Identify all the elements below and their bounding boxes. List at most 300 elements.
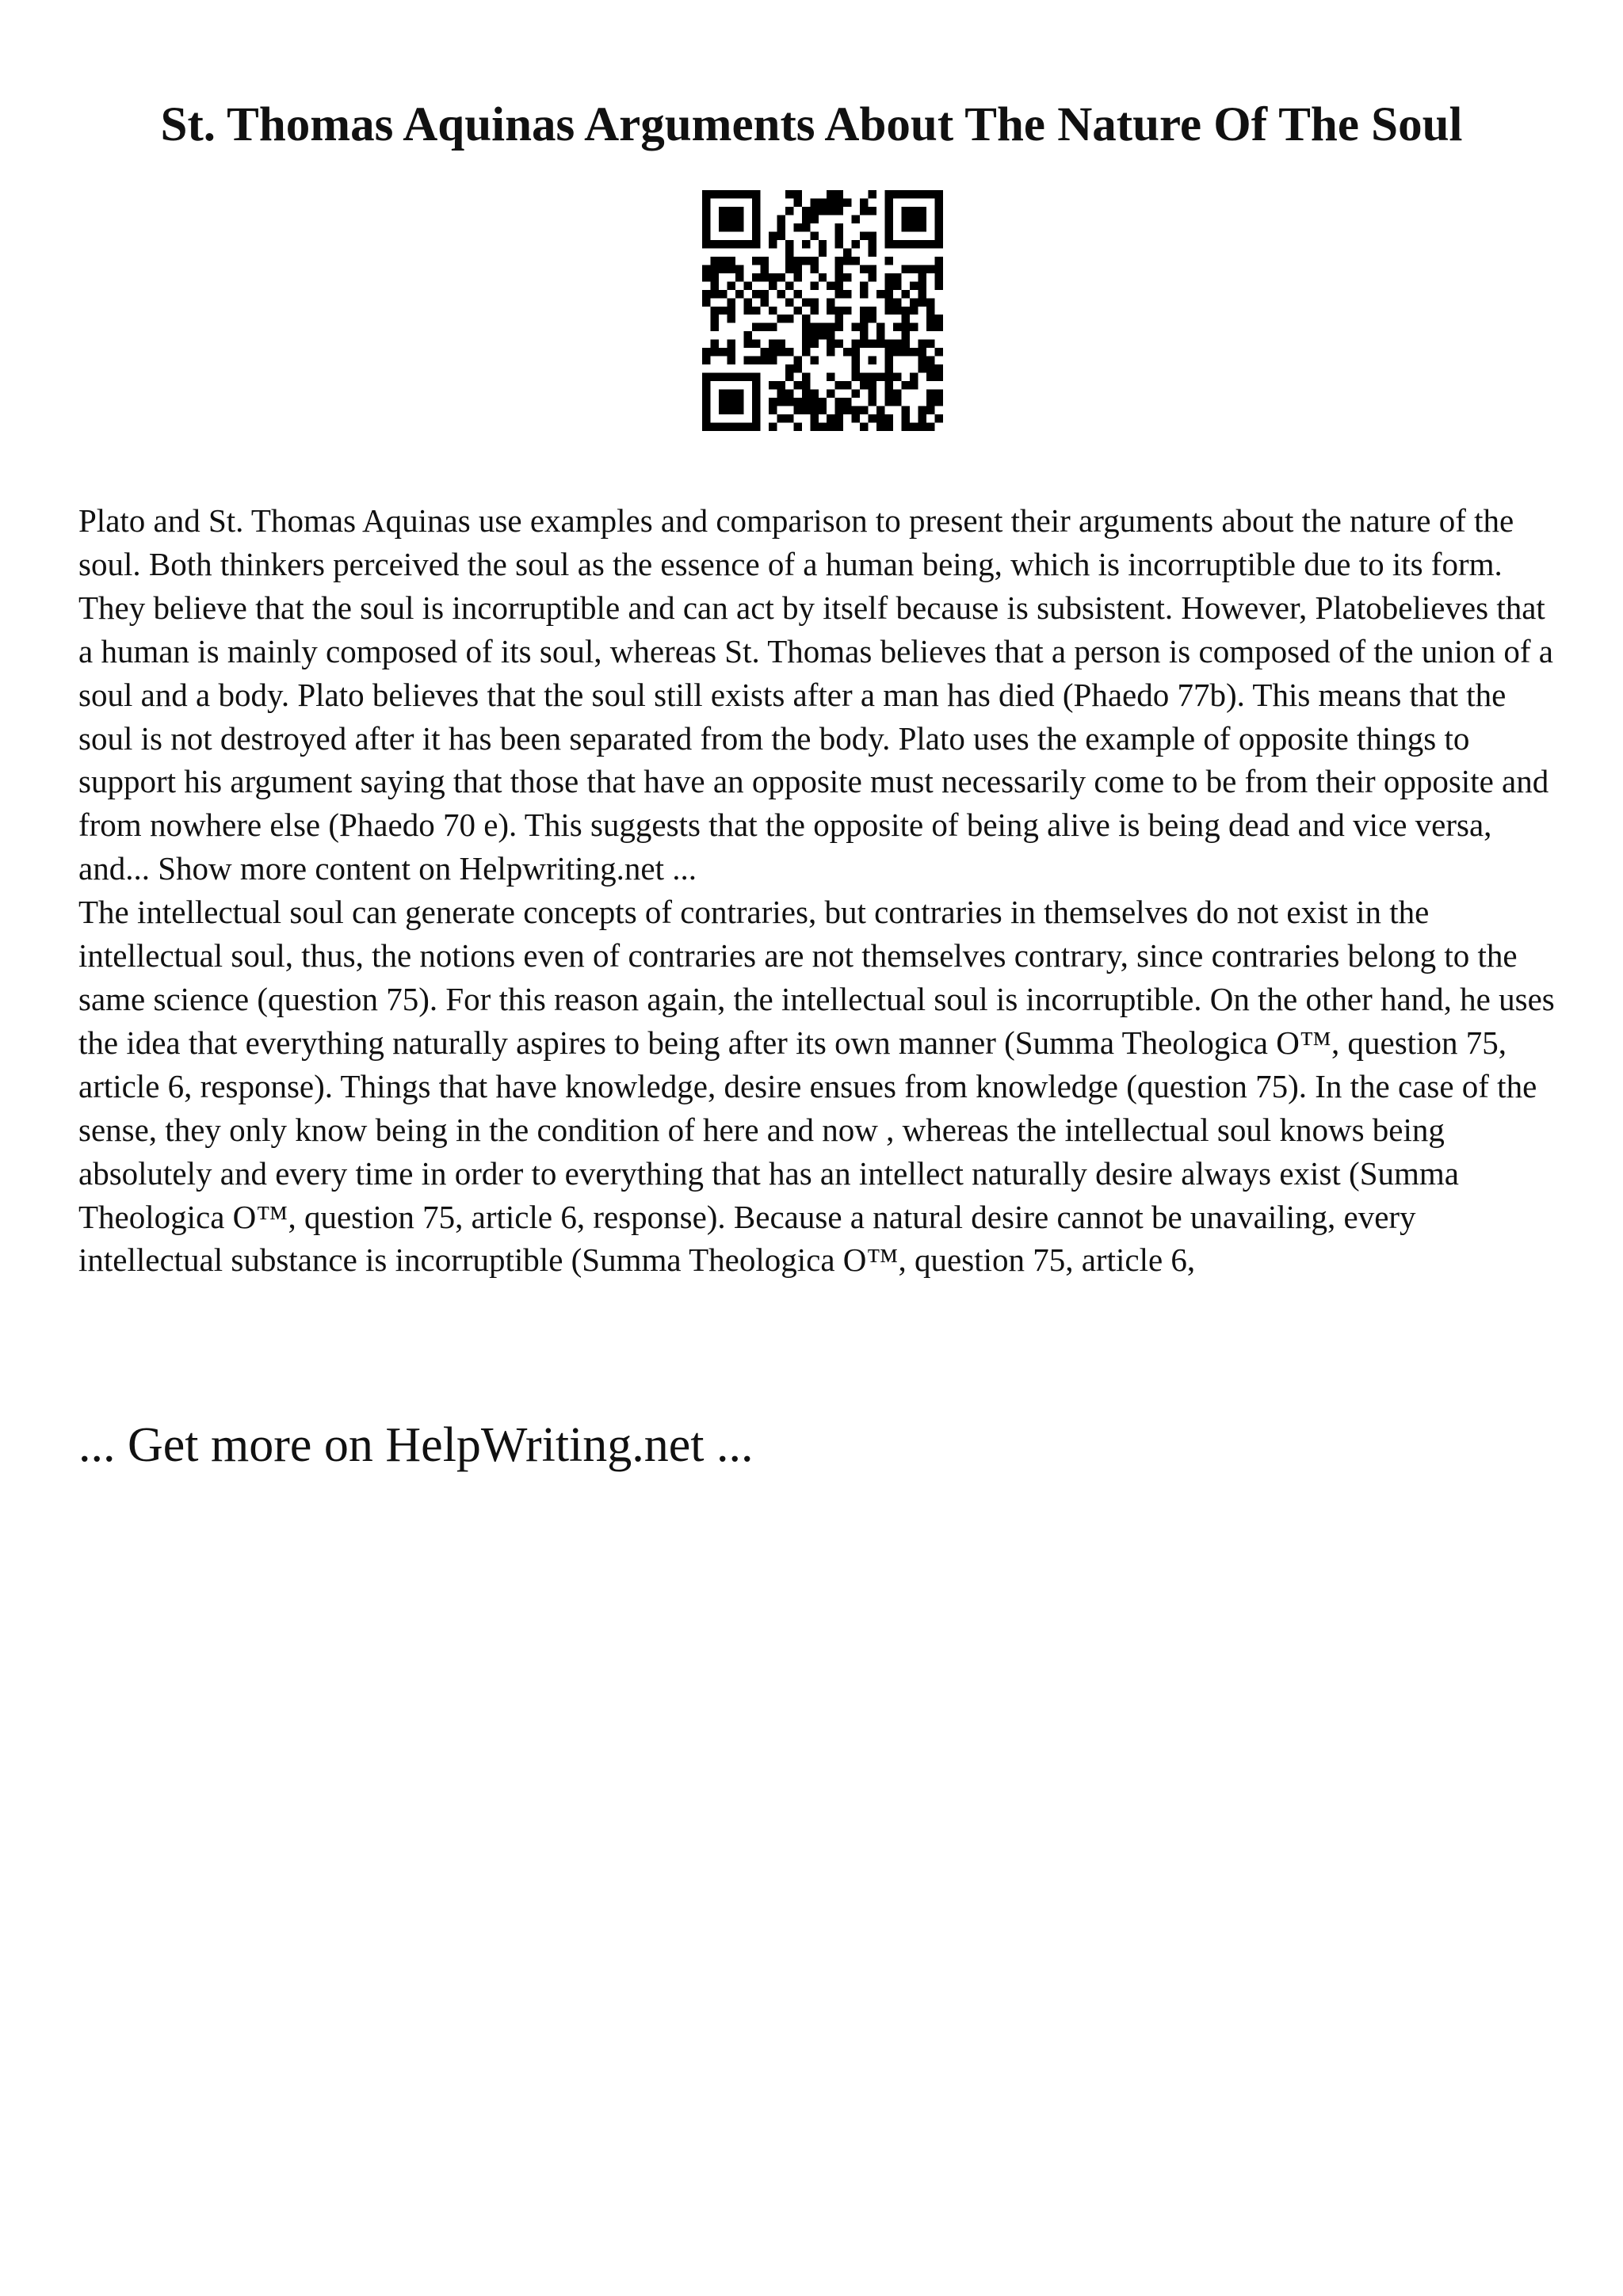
qr-module (926, 307, 934, 315)
qr-module (735, 406, 743, 414)
qr-module (910, 281, 918, 289)
qr-module (926, 315, 934, 322)
qr-module (802, 331, 810, 339)
qr-module (769, 273, 777, 281)
qr-module (869, 315, 876, 322)
qr-module (860, 323, 868, 331)
qr-module (935, 215, 943, 223)
qr-module (843, 406, 851, 414)
qr-module (702, 207, 710, 215)
qr-module (752, 223, 760, 231)
qr-module (785, 281, 793, 289)
qr-module (860, 340, 868, 348)
qr-module (769, 406, 777, 414)
qr-module (710, 265, 718, 273)
qr-module (727, 406, 735, 414)
qr-module (843, 348, 851, 356)
qr-module (935, 281, 943, 289)
qr-module (835, 231, 843, 239)
qr-module (802, 257, 810, 265)
qr-module (719, 215, 727, 223)
qr-module (835, 240, 843, 248)
qr-module (702, 398, 710, 406)
qr-module (710, 315, 718, 322)
qr-module (735, 215, 743, 223)
qr-module (769, 423, 777, 431)
qr-module (852, 390, 860, 398)
qr-module (727, 257, 735, 265)
qr-module (926, 357, 934, 364)
qr-module (727, 423, 735, 431)
qr-module (785, 248, 793, 256)
qr-module (702, 198, 710, 206)
qr-module (710, 290, 718, 298)
qr-module (777, 340, 785, 348)
qr-module (702, 381, 710, 389)
qr-module (926, 323, 934, 331)
qr-module (893, 273, 901, 281)
qr-module (743, 298, 751, 306)
qr-module (869, 248, 876, 256)
qr-module (827, 423, 834, 431)
qr-module (918, 423, 926, 431)
qr-module (893, 298, 901, 306)
qr-module (843, 381, 851, 389)
qr-module (835, 423, 843, 431)
qr-module (885, 373, 893, 381)
qr-module (876, 373, 884, 381)
qr-module (819, 323, 827, 331)
qr-module (926, 190, 934, 198)
qr-module (727, 340, 735, 348)
qr-module (902, 240, 910, 248)
qr-module (810, 331, 818, 339)
qr-module (769, 381, 777, 389)
qr-module (918, 240, 926, 248)
qr-module (893, 190, 901, 198)
qr-module (727, 215, 735, 223)
qr-module (827, 348, 834, 356)
qr-module (935, 240, 943, 248)
qr-module (793, 257, 801, 265)
qr-module (777, 348, 785, 356)
qr-module (810, 215, 818, 223)
qr-module (902, 215, 910, 223)
qr-module (819, 273, 827, 281)
qr-module (810, 207, 818, 215)
qr-module (827, 331, 834, 339)
qr-module (918, 265, 926, 273)
qr-module (752, 290, 760, 298)
qr-module (793, 381, 801, 389)
qr-module (735, 290, 743, 298)
qr-module (743, 331, 751, 339)
qr-module (727, 190, 735, 198)
qr-module (752, 198, 760, 206)
qr-module (810, 323, 818, 331)
qr-module (819, 248, 827, 256)
qr-module (719, 190, 727, 198)
qr-module (752, 423, 760, 431)
qr-module (769, 323, 777, 331)
qr-module (719, 398, 727, 406)
qr-module (735, 423, 743, 431)
qr-module (869, 414, 876, 422)
qr-module (910, 307, 918, 315)
qr-module (860, 307, 868, 315)
qr-module (918, 281, 926, 289)
qr-module (935, 414, 943, 422)
qr-module (719, 265, 727, 273)
qr-module (885, 381, 893, 389)
qr-module (893, 323, 901, 331)
qr-module (935, 231, 943, 239)
qr-module (810, 281, 818, 289)
qr-module (885, 281, 893, 289)
qr-module (860, 281, 868, 289)
qr-module (702, 348, 710, 356)
qr-module (777, 215, 785, 223)
qr-module (910, 348, 918, 356)
qr-module (910, 373, 918, 381)
qr-module (769, 240, 777, 248)
qr-module (893, 398, 901, 406)
qr-module (885, 198, 893, 206)
qr-module (910, 207, 918, 215)
qr-module (760, 290, 768, 298)
qr-module (827, 340, 834, 348)
qr-module (802, 373, 810, 381)
qr-module (727, 207, 735, 215)
qr-module (918, 414, 926, 422)
qr-module (702, 265, 710, 273)
qr-module (752, 398, 760, 406)
qr-module (827, 281, 834, 289)
qr-module (869, 390, 876, 398)
qr-module (835, 406, 843, 414)
qr-module (785, 298, 793, 306)
qr-module (852, 215, 860, 223)
qr-module (777, 273, 785, 281)
qr-module (910, 215, 918, 223)
qr-module (727, 265, 735, 273)
qr-module (935, 323, 943, 331)
qr-module (918, 223, 926, 231)
qr-module (810, 357, 818, 364)
qr-module (885, 357, 893, 364)
qr-module (760, 265, 768, 273)
qr-module (727, 398, 735, 406)
qr-module (935, 257, 943, 265)
qr-module (752, 215, 760, 223)
qr-module (885, 348, 893, 356)
qr-module (810, 390, 818, 398)
qr-module (760, 348, 768, 356)
qr-code-icon[interactable] (702, 190, 943, 431)
qr-module (835, 323, 843, 331)
qr-module (760, 323, 768, 331)
qr-module (835, 290, 843, 298)
qr-module (902, 315, 910, 322)
qr-module (918, 406, 926, 414)
qr-module (793, 190, 801, 198)
qr-module (902, 265, 910, 273)
qr-module (926, 406, 934, 414)
qr-module (777, 290, 785, 298)
qr-module (793, 364, 801, 372)
qr-module (802, 340, 810, 348)
qr-module (735, 398, 743, 406)
qr-module (743, 373, 751, 381)
qr-module (785, 364, 793, 372)
qr-module (743, 190, 751, 198)
qr-module (935, 207, 943, 215)
qr-module (727, 390, 735, 398)
qr-module (893, 348, 901, 356)
qr-module (785, 373, 793, 381)
qr-module (935, 223, 943, 231)
qr-module (752, 231, 760, 239)
qr-module (810, 423, 818, 431)
article-body (78, 499, 1560, 1282)
qr-module (860, 290, 868, 298)
qr-module (819, 331, 827, 339)
qr-module (702, 423, 710, 431)
qr-module (902, 307, 910, 315)
qr-module (835, 257, 843, 265)
qr-module (902, 207, 910, 215)
qr-module (876, 406, 884, 414)
qr-module (719, 406, 727, 414)
qr-module (893, 390, 901, 398)
qr-module (810, 340, 818, 348)
qr-module (752, 273, 760, 281)
qr-module (819, 406, 827, 414)
qr-module (777, 223, 785, 231)
qr-module (743, 307, 751, 315)
qr-module (810, 298, 818, 306)
qr-module (918, 290, 926, 298)
qr-module (935, 398, 943, 406)
qr-module (752, 381, 760, 389)
qr-module (810, 231, 818, 239)
qr-module (893, 340, 901, 348)
qr-module (735, 390, 743, 398)
qr-module (719, 290, 727, 298)
qr-module (752, 190, 760, 198)
qr-module (885, 223, 893, 231)
qr-module (843, 307, 851, 315)
qr-module (719, 240, 727, 248)
qr-module (918, 357, 926, 364)
qr-module (702, 290, 710, 298)
qr-module (793, 307, 801, 315)
qr-module (876, 290, 884, 298)
qr-module (876, 423, 884, 431)
qr-module (893, 373, 901, 381)
qr-module (852, 240, 860, 248)
qr-module (793, 423, 801, 431)
qr-module (835, 198, 843, 206)
qr-module (785, 240, 793, 248)
qr-module (735, 273, 743, 281)
qr-module (719, 223, 727, 231)
qr-module (702, 190, 710, 198)
qr-module (835, 414, 843, 422)
qr-module (810, 307, 818, 315)
qr-module (727, 357, 735, 364)
qr-module (918, 190, 926, 198)
qr-module (819, 240, 827, 248)
qr-module (918, 273, 926, 281)
qr-module (843, 248, 851, 256)
qr-module (885, 190, 893, 198)
qr-module (869, 307, 876, 315)
qr-module (802, 315, 810, 322)
qr-module (902, 323, 910, 331)
qr-module (885, 207, 893, 215)
qr-module (926, 364, 934, 372)
qr-module (910, 423, 918, 431)
qr-module (835, 340, 843, 348)
qr-module (935, 273, 943, 281)
qr-module (785, 207, 793, 215)
qr-module (760, 273, 768, 281)
qr-module (827, 198, 834, 206)
qr-module (827, 373, 834, 381)
qr-module (793, 398, 801, 406)
qr-module (835, 273, 843, 281)
qr-module (893, 281, 901, 289)
qr-module (902, 381, 910, 389)
qr-module (926, 390, 934, 398)
qr-module (885, 390, 893, 398)
qr-module (810, 257, 818, 265)
qr-module (793, 198, 801, 206)
qr-module (876, 331, 884, 339)
qr-module (702, 390, 710, 398)
qr-module (793, 223, 801, 231)
qr-module (802, 348, 810, 356)
qr-module (710, 423, 718, 431)
qr-module (727, 240, 735, 248)
qr-module (910, 240, 918, 248)
qr-module (810, 406, 818, 414)
qr-module (827, 207, 834, 215)
qr-module (860, 207, 868, 215)
qr-module (702, 357, 710, 364)
qr-module (719, 390, 727, 398)
qr-module (769, 357, 777, 364)
qr-module (876, 340, 884, 348)
qr-module (902, 223, 910, 231)
qr-module (802, 381, 810, 389)
qr-module (926, 398, 934, 406)
qr-module (802, 390, 810, 398)
qr-module (702, 373, 710, 381)
qr-module (893, 240, 901, 248)
qr-module (926, 423, 934, 431)
qr-module (727, 307, 735, 315)
qr-module (743, 340, 751, 348)
qr-module (785, 398, 793, 406)
qr-module (735, 240, 743, 248)
qr-module (852, 364, 860, 372)
qr-module (893, 307, 901, 315)
qr-module (752, 414, 760, 422)
qr-module (935, 348, 943, 356)
qr-module (743, 240, 751, 248)
qr-module (785, 414, 793, 422)
qr-module (885, 414, 893, 422)
qr-module (827, 414, 834, 422)
qr-module (810, 265, 818, 273)
qr-module (785, 257, 793, 265)
get-more-link[interactable]: ... Get more on HelpWriting.net ... (78, 1418, 754, 1472)
qr-module (852, 257, 860, 265)
qr-module (769, 348, 777, 356)
qr-module (926, 298, 934, 306)
qr-module (869, 190, 876, 198)
qr-module (793, 290, 801, 298)
qr-module (852, 348, 860, 356)
qr-module (752, 257, 760, 265)
qr-module (819, 198, 827, 206)
paragraph-2: The intellectual soul can generate concepts of contraries, but contraries in themselves do not exist in the intellectual soul, thus, the notions even of contraries are not themselves contrary, since contraries belong to the same science (question 75). For this reason again, the intellectual soul is incorruptible. On the other hand, he uses the idea that everything naturally aspires to being after its own manner (Summa Theologica O™, question 75, article 6, response). Things that have knowledge, desire ensues from knowledge (question 75). In the case of the sense, they only know being in the condition of here and now , whereas the intellectual soul knows being absolutely and every time in order to everything that has an intellect naturally desire always exist (Summa Theologica O™, question 75, article 6, response). Because a natural desire cannot be unavailing, every intellectual substance is incorruptible (Summa Theologica O™, question 75, article 6, (78, 894, 1555, 1279)
qr-module (819, 423, 827, 431)
qr-module (827, 390, 834, 398)
qr-module (926, 265, 934, 273)
qr-module (918, 298, 926, 306)
qr-module (752, 207, 760, 215)
qr-module (710, 273, 718, 281)
qr-module (735, 373, 743, 381)
qr-module (902, 290, 910, 298)
qr-module (752, 373, 760, 381)
qr-module (735, 265, 743, 273)
qr-code-graphic (702, 190, 943, 431)
qr-module (869, 231, 876, 239)
qr-module (719, 307, 727, 315)
qr-module (777, 381, 785, 389)
qr-module (735, 190, 743, 198)
qr-module (752, 323, 760, 331)
qr-module (852, 414, 860, 422)
qr-module (785, 390, 793, 398)
qr-module (769, 281, 777, 289)
qr-module (860, 381, 868, 389)
qr-module (935, 198, 943, 206)
qr-module (935, 373, 943, 381)
qr-module (843, 398, 851, 406)
qr-module (852, 357, 860, 364)
qr-module (785, 265, 793, 273)
qr-module (910, 190, 918, 198)
qr-module (935, 265, 943, 273)
qr-module (710, 257, 718, 265)
qr-module (760, 298, 768, 306)
qr-module (918, 340, 926, 348)
page-title: St. Thomas Aquinas Arguments About The Nature Of The Soul (160, 98, 1463, 151)
qr-module (777, 398, 785, 406)
qr-module (918, 215, 926, 223)
qr-module (752, 307, 760, 315)
qr-module (802, 240, 810, 248)
qr-module (918, 364, 926, 372)
qr-module (869, 373, 876, 381)
qr-module (793, 406, 801, 414)
qr-module (735, 223, 743, 231)
